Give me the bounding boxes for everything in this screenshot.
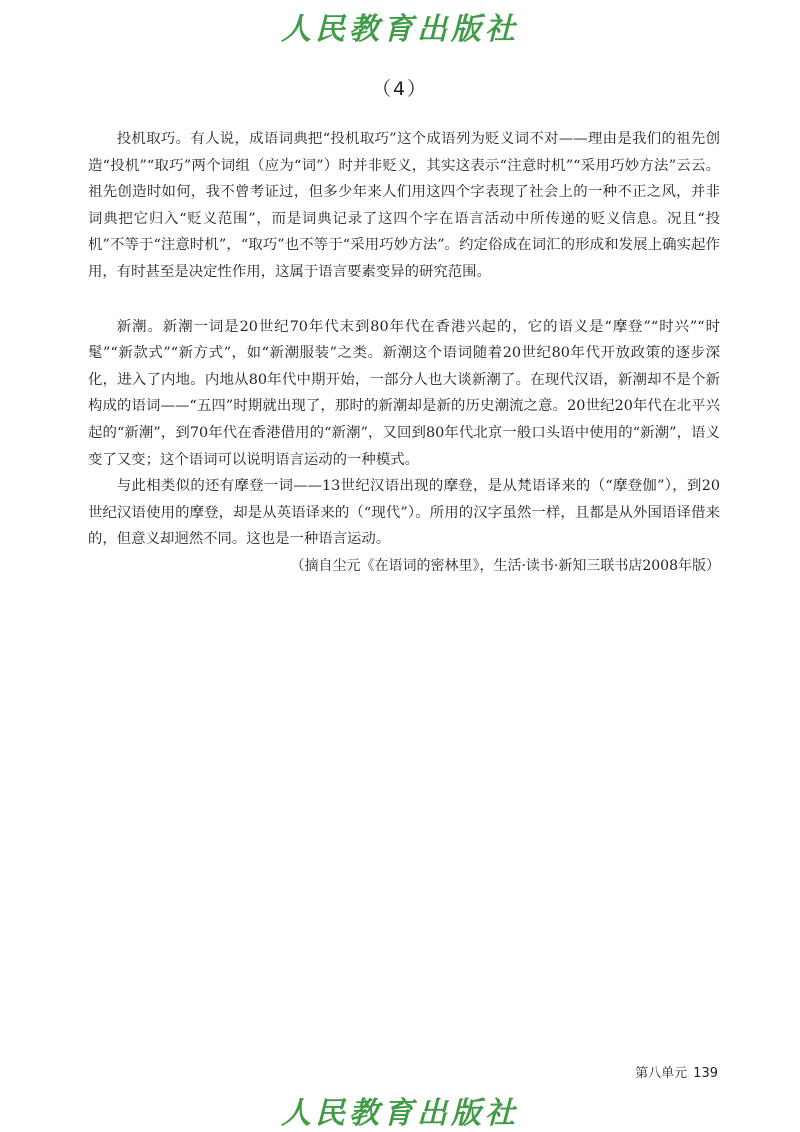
paragraph-toujiqiqiao: 投机取巧。有人说，成语词典把“投机取巧”这个成语列为贬义词不对——理由是我们的祖先创造“投机”“取巧”两个词组（应为“词”）时并非贬义，其实这表示“注意时机”“采用巧妙方法”云云。祖先创造时如何，我不曾考证过，但多少年来人们用这四个字表现了社会上的一种不正之风，并非词典把它归入“贬义范围”，而是词典记录了这四个字在语言活动中所传递的贬义信息。况且“投机”不等于“注意时机”，“取巧”也不等于“采用巧妙方法”。约定俗成在词汇的形成和发展上确实起作用，有时甚至是决定性作用，这属于语言要素变异的研究范围。 — [88, 131, 720, 280]
publisher-watermark-top: 人民教育出版社 — [281, 12, 519, 47]
section-number: （4） — [371, 78, 429, 100]
publisher-watermark-bottom: 人民教育出版社 — [281, 1096, 519, 1131]
source-citation: （摘自尘元《在语词的密林里》，生活·读书·新知三联书店2008年版） — [290, 557, 720, 574]
page-number: 139 — [693, 1066, 718, 1081]
paragraph-modeng: 与此相类似的还有摩登一词——13世纪汉语出现的摩登，是从梵语译来的（“摩登伽”），到20世纪汉语使用的摩登，却是从英语译来的（“现代”）。所用的汉字虽然一样，且都是从外国语译借来的，但意义却迥然不同。这也是一种语言运动。 — [88, 478, 720, 548]
paragraph-xinchao: 新潮。新潮一词是20世纪70年代末到80年代在香港兴起的，它的语义是“摩登”“时兴”“时髦”“新款式”“新方式”，如“新潮服装”之类。新潮这个语词随着20世纪80年代开放政策的逐步深化，进入了内地。内地从80年代中期开始，一部分人也大谈新潮了。在现代汉语，新潮却不是个新构成的语词——“五四”时期就出现了，那时的新潮却是新的历史潮流之意。20世纪20年代在北平兴起的“新潮”，到70年代在香港借用的“新潮”，又回到80年代北京一般口头语中使用的“新潮”，语义变了又变；这个语词可以说明语言运动的一种模式。 — [88, 318, 720, 468]
article-body — [88, 126, 720, 580]
page-footer — [635, 1062, 718, 1081]
unit-label: 第八单元 — [635, 1066, 688, 1081]
